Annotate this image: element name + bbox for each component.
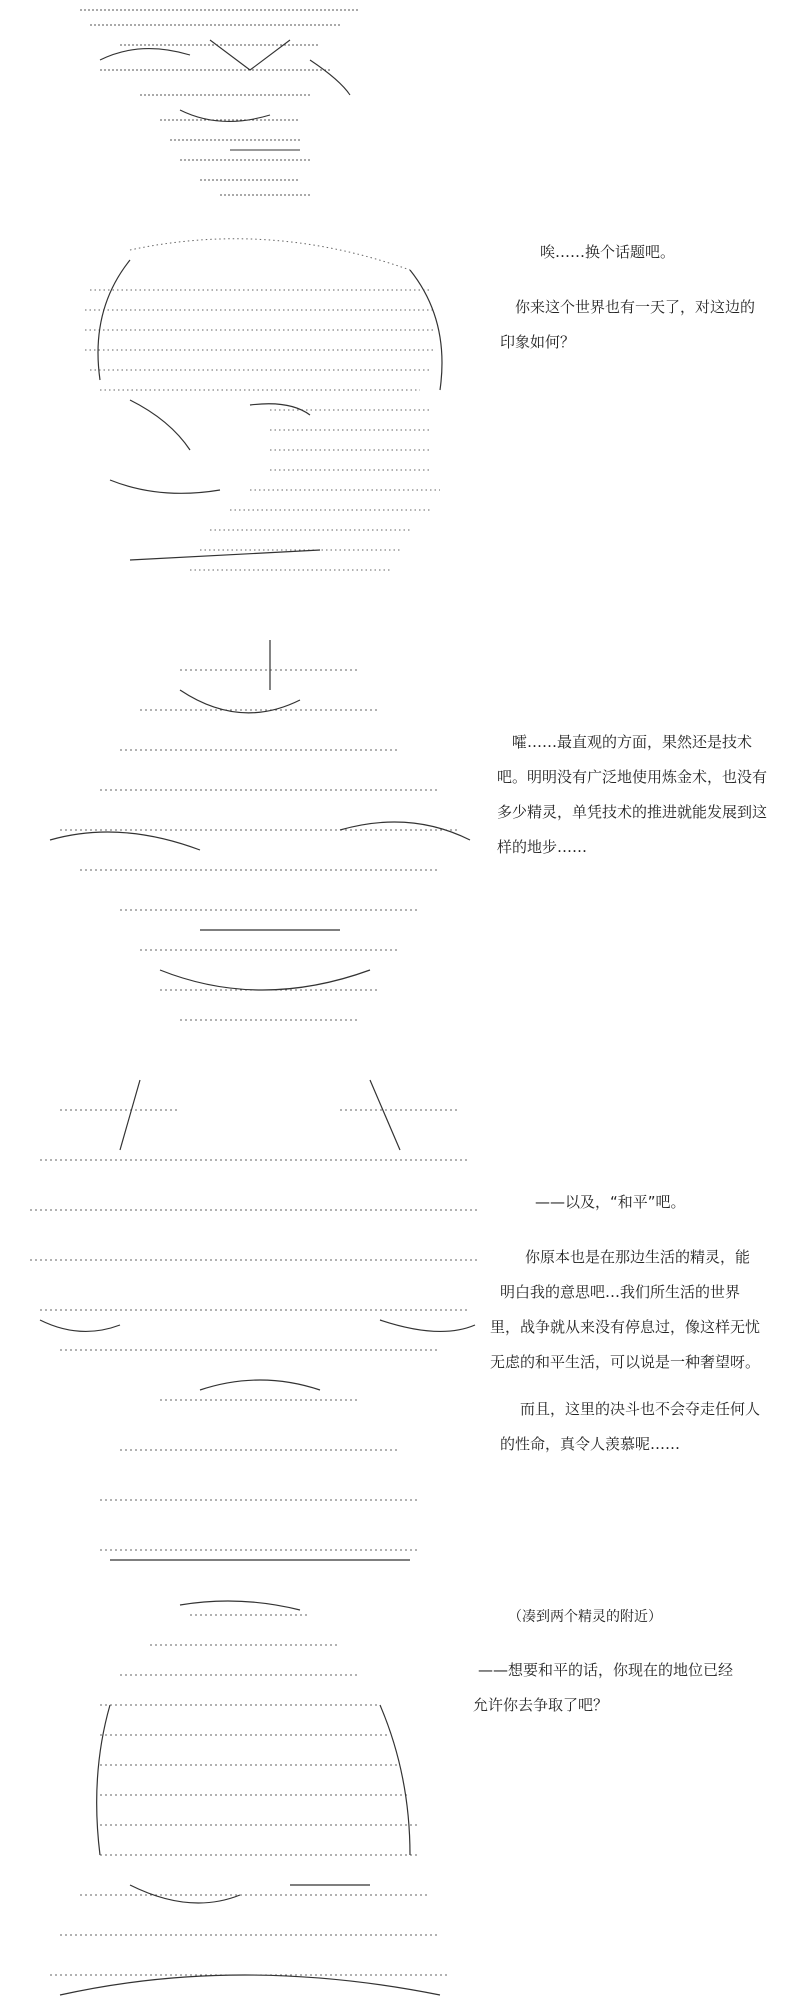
panel-4: [0, 1060, 800, 1580]
dialogue-line: 而且，这里的决斗也不会夺走任何人: [520, 1400, 761, 1418]
dialogue-line: 你原本也是在那边生活的精灵，能: [525, 1248, 751, 1266]
panel-2: [0, 220, 800, 600]
dialogue-block-3: [497, 725, 797, 865]
dialogue-block-5: [468, 1600, 793, 1723]
panel-1: [0, 0, 800, 200]
dialogue-line: 多少精灵，单凭技术的推进就能发展到这: [497, 803, 768, 821]
dialogue-line: 印象如何？: [500, 333, 576, 351]
panel-3: [0, 620, 800, 1040]
dialogue-block-2: [500, 235, 790, 360]
dialogue-line: 的性命，真令人羡慕呢……: [500, 1435, 681, 1453]
dialogue-line: 明白我的意思吧…我们所生活的世界: [500, 1283, 741, 1301]
panel-5: [0, 1595, 800, 2000]
dialogue-line: 无虑的和平生活，可以说是一种奢望呀。: [490, 1353, 761, 1371]
dialogue-line: （凑到两个精灵的附近）: [508, 1609, 662, 1625]
ascii-art-figure-5: [40, 1595, 460, 2000]
ascii-art-figure-2: [70, 230, 470, 590]
dialogue-line: 你来这个世界也有一天了，对这边的: [515, 298, 756, 316]
dialogue-line: 唉……换个话题吧。: [540, 243, 676, 261]
dialogue-line: 里，战争就从来没有停息过，像这样无忧: [490, 1318, 761, 1336]
ascii-art-figure-3: [40, 630, 480, 1030]
ascii-art-figure-1: [60, 0, 400, 200]
dialogue-line: 嚯……最直观的方面，果然还是技术: [512, 733, 753, 751]
dialogue-line: ——想要和平的话，你现在的地位已经: [478, 1661, 734, 1679]
dialogue-line: 允许你去争取了吧？: [473, 1696, 609, 1714]
dialogue-line: 吧。明明没有广泛地使用炼金术，也没有: [497, 768, 768, 786]
dialogue-line: ——以及，“和平”吧。: [535, 1193, 686, 1211]
dialogue-line: 样的地步……: [497, 838, 588, 856]
dialogue-block-4: [490, 1185, 795, 1462]
ascii-art-figure-4: [20, 1070, 490, 1580]
